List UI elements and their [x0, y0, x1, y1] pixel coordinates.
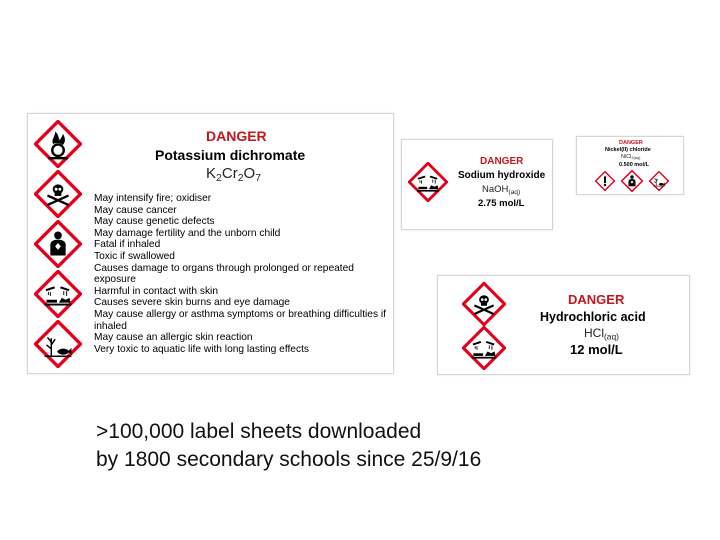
hazard-statement: May cause allergy or asthma symptoms or breathing difficulties if	[94, 308, 386, 320]
chemical-formula: NaOH$_{(aq)}$	[482, 184, 521, 196]
signal-word: DANGER	[206, 128, 267, 144]
corrosion-icon	[462, 326, 506, 370]
hazard-statement: Harmful in contact with skin	[94, 285, 218, 297]
chemical-name: Hydrochloric acid	[540, 310, 646, 324]
label-hydrochloric-acid	[437, 275, 690, 375]
chemical-name: Sodium hydroxide	[458, 170, 546, 181]
hazard-statement: exposure	[94, 274, 136, 286]
environment-icon	[34, 320, 82, 368]
concentration: 0.500 mol/L	[619, 162, 649, 168]
signal-word: DANGER	[619, 140, 643, 146]
caption-line: by 1800 secondary schools since 25/9/16	[96, 448, 482, 471]
environment-icon	[649, 171, 669, 191]
hazard-statement: May cause genetic defects	[94, 216, 215, 228]
label-potassium-dichromate	[27, 113, 394, 374]
chemical-name: Potassium dichromate	[155, 147, 306, 163]
label-sodium-hydroxide	[401, 139, 553, 230]
hazard-statement: Causes severe skin burns and eye damage	[94, 297, 290, 309]
hazard-statement: inhaled	[94, 320, 127, 332]
signal-word: DANGER	[480, 156, 524, 167]
flame-over-circle-icon	[34, 120, 82, 168]
caption-line: >100,000 label sheets downloaded	[96, 420, 422, 443]
concentration: 2.75 mol/L	[478, 198, 525, 209]
label-nickel-chloride	[576, 136, 684, 195]
hazard-statement: May damage fertility and the unborn child	[94, 227, 281, 239]
hazard-statement: Very toxic to aquatic life with long lasting effects	[94, 343, 309, 355]
caption	[96, 418, 481, 474]
corrosion-icon	[34, 270, 82, 318]
signal-word: DANGER	[568, 292, 625, 307]
hazard-statement: May cause cancer	[94, 204, 177, 216]
hazard-statement: May intensify fire; oxidiser	[94, 193, 212, 204]
skull-crossbones-icon	[462, 282, 506, 326]
health-hazard-icon	[34, 220, 82, 268]
exclamation-mark-icon	[595, 171, 615, 191]
hazard-statement: May cause an allergic skin reaction	[94, 332, 253, 344]
chemical-formula: $K_2Cr_2O_7$	[206, 165, 262, 184]
corrosion-icon	[408, 162, 448, 202]
concentration: 12 mol/L	[570, 342, 623, 357]
health-hazard-icon	[621, 170, 643, 192]
skull-crossbones-icon	[34, 170, 82, 218]
hazard-statement: Causes damage to organs through prolonged or repeated	[94, 262, 354, 274]
hazard-statement: Toxic if swallowed	[94, 250, 175, 262]
chemical-name: Nickel(II) chloride	[605, 147, 651, 153]
chemical-formula: HCl$_{(aq)}$	[584, 326, 619, 342]
chemical-formula: NiCl$_{2(aq)}$	[621, 154, 641, 160]
hazard-statement: Fatal if inhaled	[94, 239, 161, 251]
hazard-statements	[94, 193, 386, 355]
